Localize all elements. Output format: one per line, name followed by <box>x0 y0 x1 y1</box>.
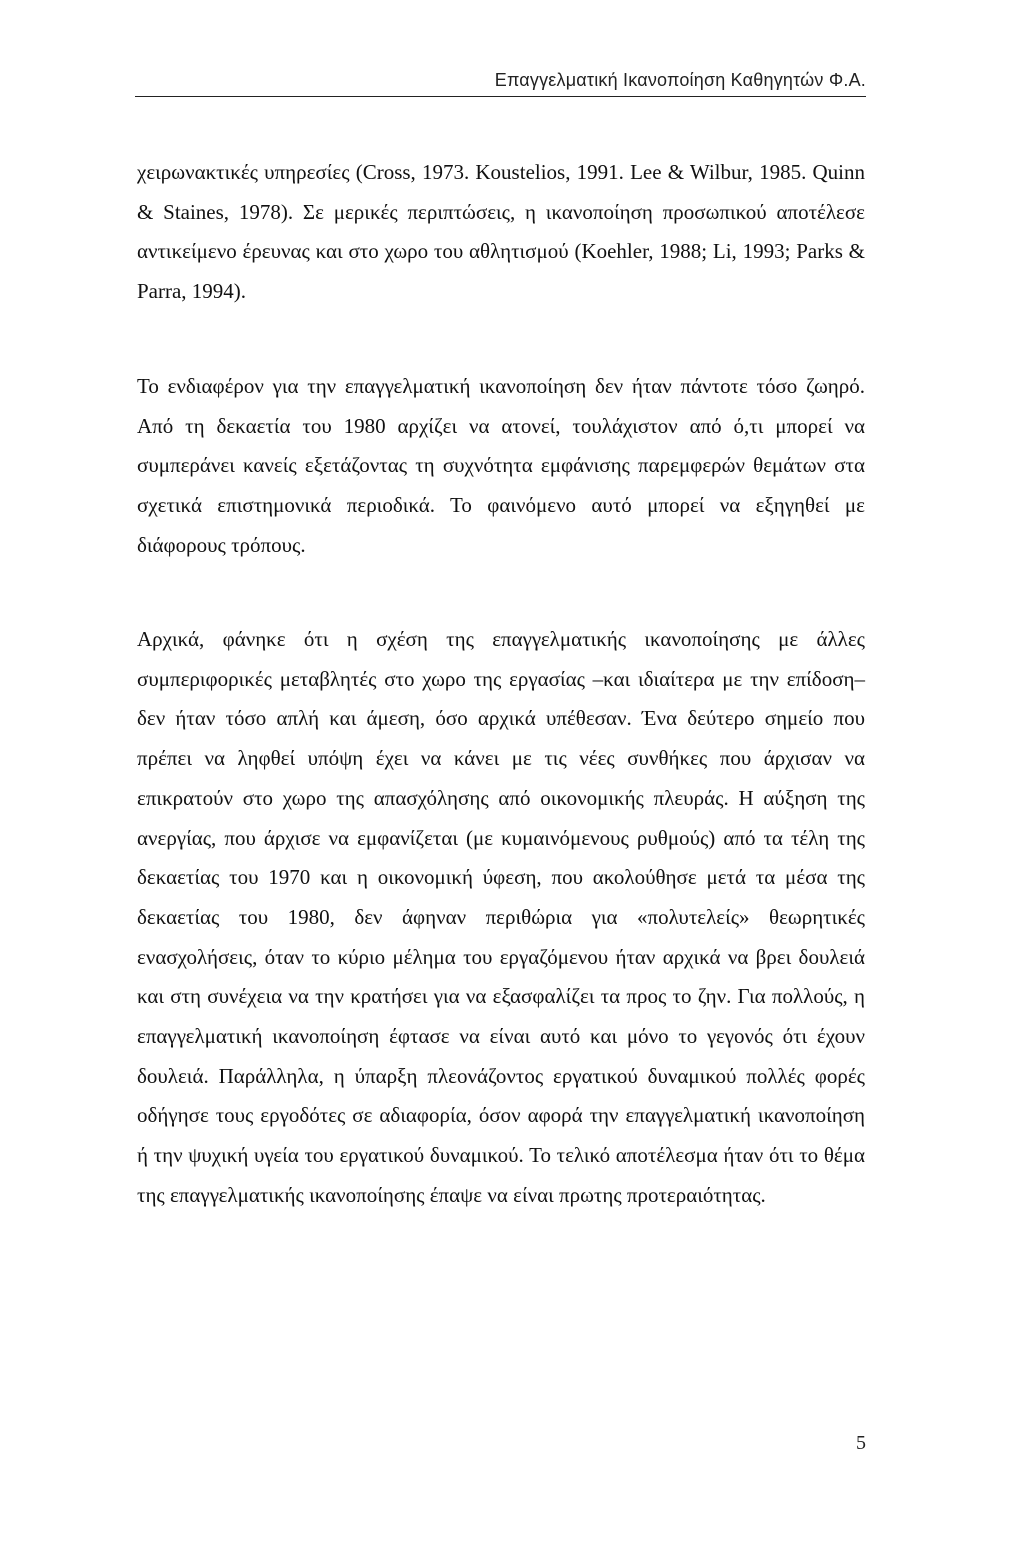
running-header: Επαγγελματική Ικανοποίηση Καθηγητών Φ.Α. <box>494 70 866 90</box>
paragraph-1: χειρωνακτικές υπηρεσίες (Cross, 1973. Koustelios, 1991. Lee & Wilbur, 1985. Quinn & Staines, 1978). Σε μερικές περιπτώσεις, η ικανοποίηση προσωπικού αποτέλεσε αντικείμενο έρευνας και στο χωρο του αθλητισμού (Koehler, 1988; Li, 1993; Parks & Parra, 1994). <box>137 160 865 304</box>
paragraph-2: Το ενδιαφέρον για την επαγγελματική ικανοποίηση δεν ήταν πάντοτε τόσο ζωηρό. Από τη δεκαετία του 1980 αρχίζει να ατονεί, τουλάχιστον από ό,τι μπορεί να συμπεράνει κανείς εξετάζοντας τη συχνότητα εμφάνισης παρεμφερών θεμάτων στα σχετικά επιστημονικά περιοδικά. Το φαινόμενο αυτό μπορεί να εξηγηθεί με διάφορους τρόπους. <box>137 374 865 557</box>
header-divider <box>135 96 866 97</box>
page-number: 5 <box>856 1432 866 1454</box>
paragraph-3: Αρχικά, φάνηκε ότι η σχέση της επαγγελματικής ικανοποίησης με άλλες συμπεριφορικές μεταβλητές στο χωρο της εργασίας –και ιδιαίτερα με την επίδοση– δεν ήταν τόσο απλή και άμεση, όσο αρχικά υπέθεσαν. Ένα δεύτερο σημείο που πρέπει να ληφθεί υπόψη έχει να κάνει με τις νέες συνθήκες που άρχισαν να επικρατούν στο χωρο της απασχόλησης από οικονομικής πλευράς. Η αύξηση της ανεργίας, που άρχισε να εμφανίζεται (με κυμαινόμενους ρυθμούς) από τα τέλη της δεκαετίας του 1970 και η οικονομική ύφεση, που ακολούθησε μετά τα μέσα της δεκαετίας του 1980, δεν άφηναν περιθώρια για «πολυτελείς» θεωρητικές ενασχολήσεις, όταν το κύριο μέλημα του εργαζόμενου ήταν αρχικά να βρει δουλειά και στη συνέχεια να την κρατήσει για να εξασφαλίζει τα προς το ζην. Για πολλούς, η επαγγελματική ικανοποίηση έφτασε να είναι αυτό και μόνο το γεγονός ότι έχουν δουλειά. Παράλληλα, η ύπαρξη πλεονάζοντος εργατικού δυναμικού πολλές φορές οδήγησε τους εργοδότες σε αδιαφορία, όσον αφορά την επαγγελματική ικανοποίηση ή την ψυχική υγεία του εργατικού δυναμικού. Το τελικό αποτέλεσμα ήταν ότι το θέμα της επαγγελματικής ικανοποίησης έπαψε να είναι πρωτης προτεραιότητας. <box>137 627 865 1207</box>
